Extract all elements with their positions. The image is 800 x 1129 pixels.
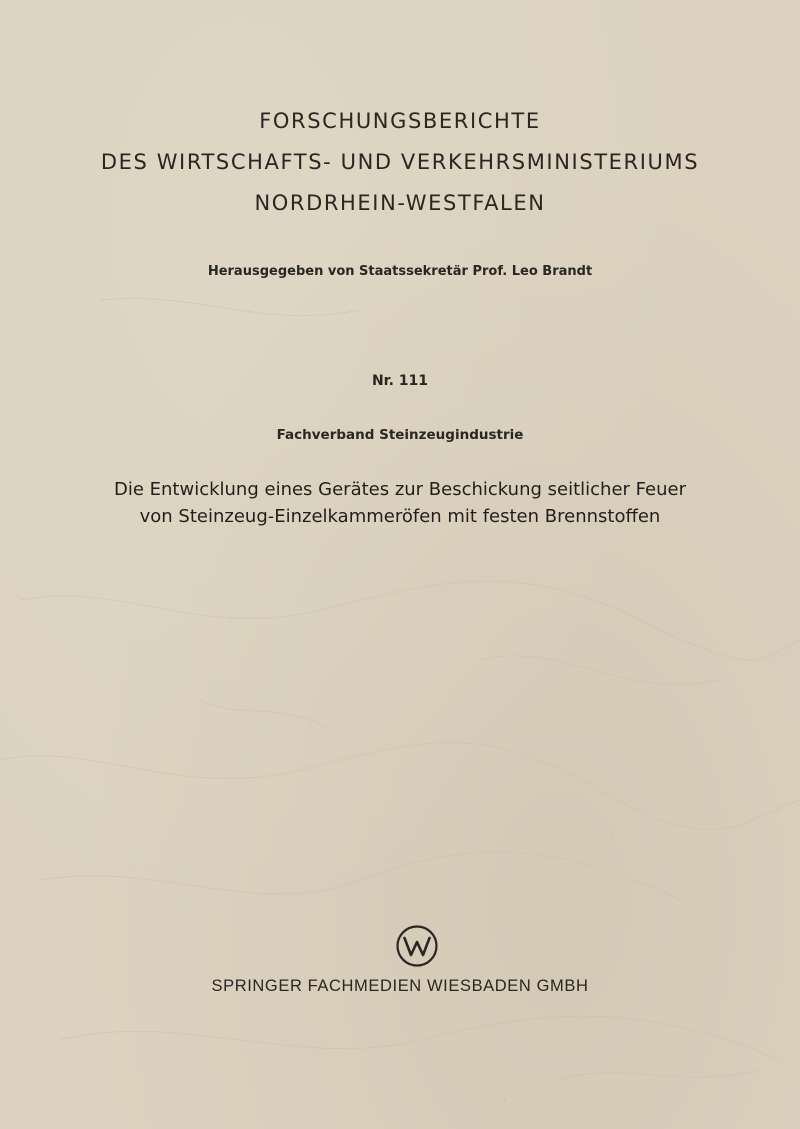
editor-line: Herausgegeben von Staatssekretär Prof. Leo Brandt (207, 264, 593, 279)
series-title-line-1: FORSCHUNGSBERICHTE (259, 109, 541, 133)
series-title-line-3: NORDRHEIN-WESTFALEN (254, 191, 546, 215)
publisher-name: SPRINGER FACHMEDIEN WIESBADEN GMBH (211, 977, 589, 995)
book-title-line-2: von Steinzeug-Einzelkammeröfen mit festen Brennstoffen (139, 506, 661, 527)
issue-number: Nr. 111 (371, 373, 429, 389)
book-title-line-1: Die Entwicklung eines Gerätes zur Beschickung seitlicher Feuer (113, 479, 686, 500)
series-title-line-2: DES WIRTSCHAFTS- UND VERKEHRSMINISTERIUMS (100, 150, 700, 174)
author: Fachverband Steinzeugindustrie (276, 427, 524, 443)
circled-w-logo-icon (395, 924, 439, 968)
